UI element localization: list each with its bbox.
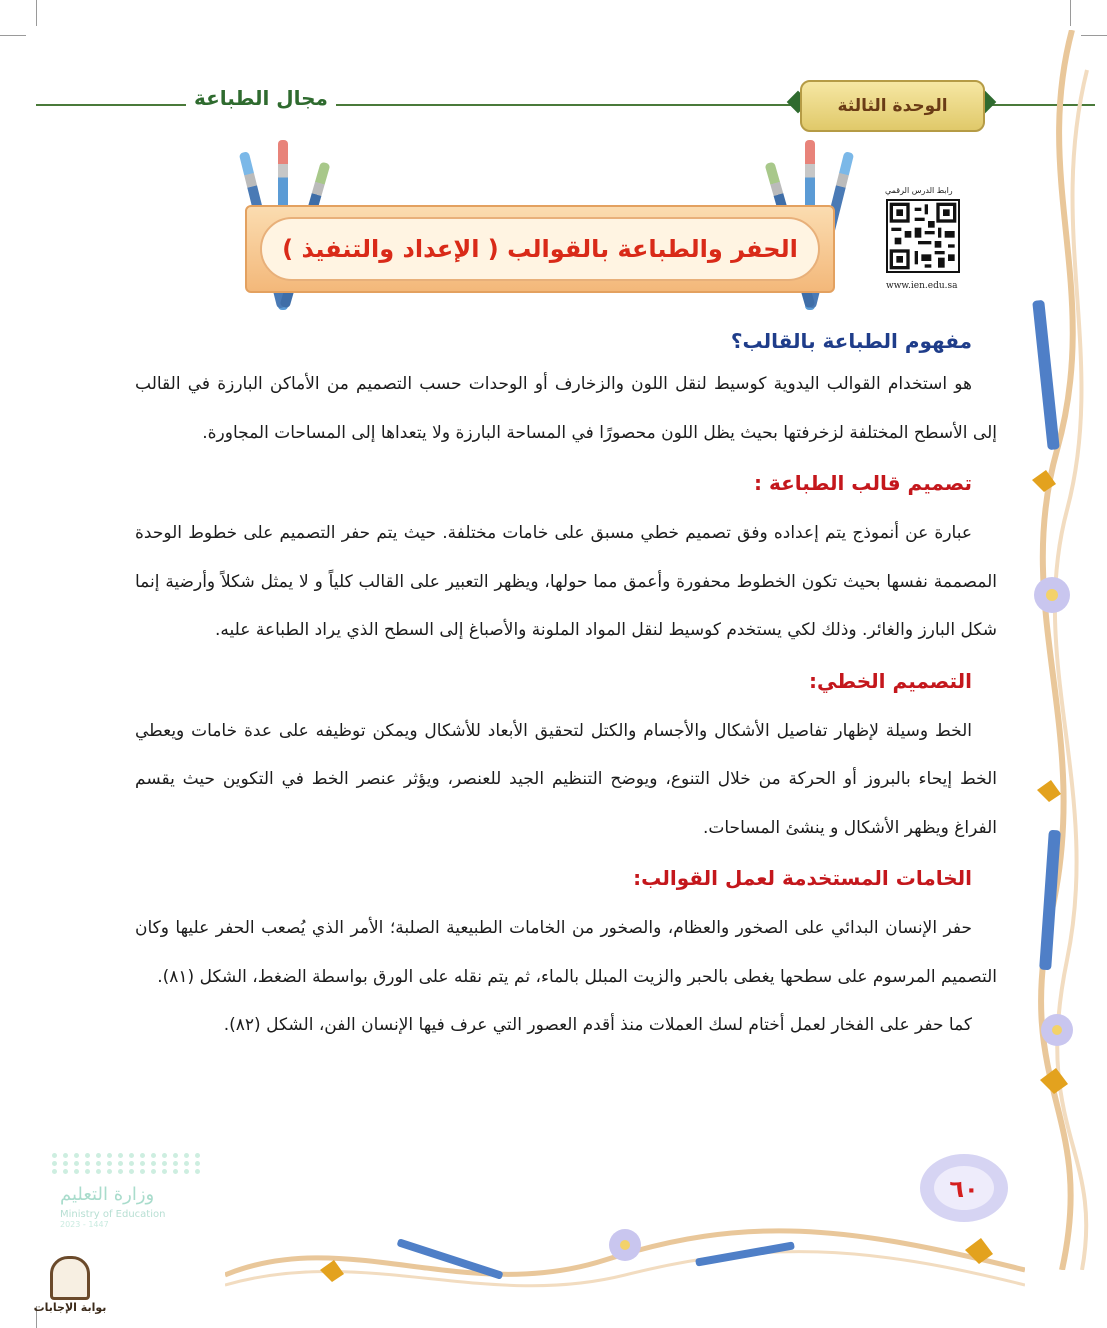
lesson-content <box>135 322 997 1050</box>
section-heading: التصميم الخطي: <box>809 668 972 693</box>
section-paragraph: هو استخدام القوالب اليدوية كوسيط لنقل اللون والزخارف أو الوحدات حسب التصميم من الأماكن البارزة في القالب إلى الأسطح المختلفة لزخرفتها بحيث يظل اللون محصورًا في المساحة البارزة ولا يتعداها إلى المساحات المجاورة. <box>135 374 997 443</box>
header-line-middle <box>330 104 800 106</box>
lesson-title: الحفر والطباعة بالقوالب ( الإعداد والتنفيذ ) <box>282 235 798 263</box>
qr-url: www.ien.edu.sa <box>886 281 958 291</box>
mosque-door-icon <box>50 1256 90 1300</box>
ministry-year: 2023 - 1447 <box>60 1220 109 1229</box>
section-template-design <box>135 457 997 655</box>
section-paragraph: الخط وسيلة لإظهار تفاصيل الأشكال والأجسام والكتل لتحقيق الأبعاد للأشكال ويمكن توظيفه على عدة خامات ويعطي الخط إيحاء بالبروز أو الحركة من خلال التنوع، ويوضح التنظيم الجيد للعنصر، ويؤثر عنصر الخط في التكوين حيث يقسم الفراغ ويظهر الأشكال و ينشئ المساحات. <box>135 720 997 838</box>
portal-logo[interactable] <box>30 1256 110 1314</box>
section-paragraph: عبارة عن أنموذج يتم إعداده وفق تصميم خطي مسبق على خامات مختلفة. حيث يتم حفر التصميم على خطوط الوحدة المصممة نفسها بحيث تكون الخطوط محفورة وأعمق مما حولها، ويظهر التعبير على القالب كلياً و لا يمثل شكلاً وأرضية إنما شكل البارز والغائر. وذلك لكي يستخدم كوسيط لنقل المواد الملونة والأصباغ إلى السطح الذي يراد الطباعة عليه. <box>135 523 997 640</box>
portal-name: بوابة الإجابات <box>33 1301 107 1314</box>
lesson-title-banner <box>245 205 835 293</box>
page-number: ٦٠ <box>949 1175 979 1203</box>
qr-code-icon[interactable] <box>886 199 960 273</box>
ministry-dots-icon <box>60 1153 200 1174</box>
section-concept <box>135 322 997 457</box>
bottom-decoration <box>225 1215 1025 1305</box>
field-title: مجال الطباعة <box>186 86 336 110</box>
section-paragraph: كما حفر على الفخار لعمل أختام لسك العملات منذ أقدم العصور التي عرف فيها الإنسان الفن، الشكل (٨٢). <box>223 1015 972 1035</box>
ministry-name-en: Ministry of Education <box>60 1209 166 1220</box>
section-paragraph: حفر الإنسان البدائي على الصخور والعظام، والصخور من الخامات الطبيعية الصلبة؛ الأمر الذي يُصعب الحفر عليها وكان التصميم المرسوم على سطحها يغطى بالحبر والزيت المبلل بالماء، ثم يتم نقله على الورق بواسطة الضغط، الشكل (٨١). <box>135 918 997 987</box>
section-heading: تصميم قالب الطباعة : <box>754 471 972 495</box>
crop-mark <box>1070 0 1071 26</box>
section-materials <box>135 852 997 1050</box>
ministry-logo <box>60 1153 200 1229</box>
lesson-title-frame <box>260 217 820 281</box>
crop-mark <box>0 35 26 36</box>
section-linear-design <box>135 655 997 853</box>
floral-border-decoration <box>1012 30 1107 1270</box>
crop-mark <box>36 0 37 26</box>
qr-label: رابط الدرس الرقمي <box>885 186 953 195</box>
section-heading: مفهوم الطباعة بالقالب؟ <box>730 329 972 353</box>
unit-label: الوحدة الثالثة <box>837 96 948 116</box>
ministry-name-ar: وزارة التعليم <box>60 1184 155 1205</box>
unit-badge <box>800 80 985 132</box>
section-heading: الخامات المستخدمة لعمل القوالب: <box>633 866 972 890</box>
